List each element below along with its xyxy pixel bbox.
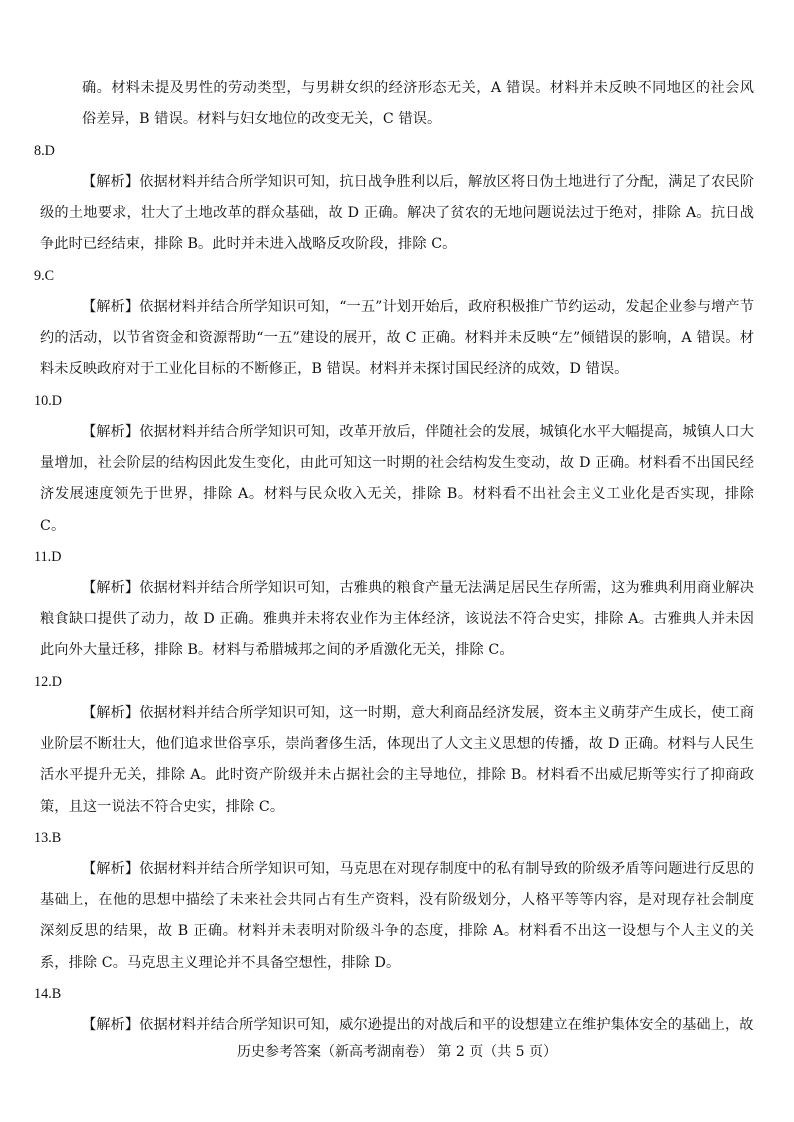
answer-explanation-13 — [40, 854, 754, 979]
explanation-text: 【解析】依据材料并结合所学知识可知，改革开放后，伴随社会的发展，城镇化水平大幅提高，城镇人口大量增加，社会阶层的结构因此发生变化，由此可知这一时期的社会结构发生变动，故 D 正确。材料看不出国民经济发展速度领先于世界，排除 A。材料与民众收入无关，排除 B。材料看不出社会主义工业化是否实现，排除 C。 — [40, 424, 754, 534]
answer-explanation-14 — [40, 1010, 754, 1041]
question-number-14: 14.B — [34, 986, 62, 1002]
question-number-12: 12.D — [34, 674, 62, 690]
explanation-text: 【解析】依据材料并结合所学知识可知，威尔逊提出的对战后和平的设想建立在维护集体安全的基础上，故 — [82, 1017, 754, 1033]
continuation-paragraph — [40, 73, 754, 135]
question-number-11: 11.D — [34, 549, 62, 565]
explanation-text: 【解析】依据材料并结合所学知识可知，马克思在对现存制度中的私有制导致的阶级矛盾等问题进行反思的基础上，在他的思想中描绘了未来社会共同占有生产资料，没有阶级划分，人格平等等内容，是对现存社会制度深刻反思的结果，故 B 正确。材料并未表明对阶级斗争的态度，排除 A。材料看不出这一设想与个人主义的关系，排除 C。马克思主义理论并不具备空想性，排除 D。 — [40, 861, 754, 971]
question-number-9: 9.C — [34, 268, 55, 284]
answer-explanation-10 — [40, 417, 754, 542]
answer-explanation-8 — [40, 167, 754, 261]
explanation-text: 【解析】依据材料并结合所学知识可知，抗日战争胜利以后，解放区将日伪土地进行了分配，满足了农民阶级的土地要求，壮大了土地改革的群众基础，故 D 正确。解决了贫农的无地问题说法过于绝对，排除 A。抗日战争此时已经结束，排除 B。此时并未进入战略反攻阶段，排除 C。 — [40, 174, 754, 253]
answer-explanation-11 — [40, 573, 754, 667]
continuation-text: 确。材料未提及男性的劳动类型，与男耕女织的经济形态无关，A 错误。材料并未反映不同地区的社会风俗差异，B 错误。材料与妇女地位的改变无关，C 错误。 — [82, 80, 754, 128]
explanation-text: 【解析】依据材料并结合所学知识可知，这一时期，意大利商品经济发展，资本主义萌芽产生成长，使工商业阶层不断壮大，他们追求世俗享乐，崇尚奢侈生活，体现出了人文主义思想的传播，故 D 正确。材料与人民生活水平提升无关，排除 A。此时资产阶级并未占据社会的主导地位，排除 B。材料看不出威尼斯等实行了抑商政策，且这一说法不符合史实，排除 C。 — [40, 705, 754, 815]
question-number-13: 13.B — [34, 830, 62, 846]
explanation-text: 【解析】依据材料并结合所学知识可知，古雅典的粮食产量无法满足居民生存所需，这为雅典利用商业解决粮食缺口提供了动力，故 D 正确。雅典并未将农业作为主体经济，该说法不符合史实，排除 A。古雅典人并未因此向外大量迁移，排除 B。材料与希腊城邦之间的矛盾激化无关，排除 C。 — [40, 580, 754, 659]
question-number-10: 10.D — [34, 393, 62, 409]
question-number-8: 8.D — [34, 143, 55, 159]
answer-explanation-9 — [40, 292, 754, 386]
answer-explanation-12 — [40, 698, 754, 823]
page-footer: 历史参考答案（新高考湖南卷） 第 2 页（共 5 页） — [236, 1044, 558, 1060]
explanation-text: 【解析】依据材料并结合所学知识可知，“一五”计划开始后，政府积极推广节约运动，发起企业参与增产节约的活动，以节省资金和资源帮助“一五”建设的展开，故 C 正确。材料并未反映“左”倾错误的影响，A 错误。材料未反映政府对于工业化目标的不断修正，B 错误。材料并未探讨国民经济的成效，D 错误。 — [40, 299, 754, 378]
